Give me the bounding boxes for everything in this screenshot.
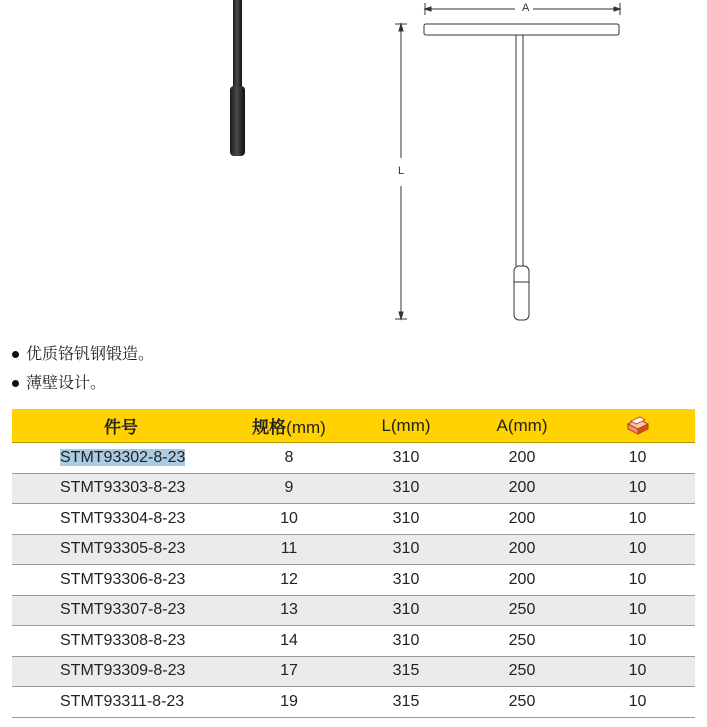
table-row [12,504,695,535]
cell-spec: 14 [230,626,348,657]
cell-width: 250 [464,687,580,718]
cell-width: 250 [464,656,580,687]
table-row [12,443,695,474]
feature-text: 薄壁设计。 [26,375,107,392]
cell-spec: 8 [230,443,348,474]
dimension-l-label: L [398,165,405,177]
cell-part-no: STMT93309-8-23 [12,656,230,687]
cell-qty: 10 [580,473,695,504]
cell-part-no: STMT93311-8-23 [12,687,230,718]
cell-width: 200 [464,473,580,504]
table-row [12,626,695,657]
cell-width: 200 [464,534,580,565]
cell-spec: 17 [230,656,348,687]
cell-part-no: STMT93303-8-23 [12,473,230,504]
cell-qty: 10 [580,656,695,687]
cell-part-no: STMT93304-8-23 [12,504,230,535]
feature-item [12,340,154,369]
cell-length: 310 [348,534,464,565]
cell-length: 310 [348,473,464,504]
dimension-a-label: A [522,2,530,14]
cell-length: 315 [348,687,464,718]
cell-length: 310 [348,443,464,474]
cell-qty: 10 [580,687,695,718]
cell-qty: 10 [580,565,695,596]
cell-width: 200 [464,443,580,474]
cell-qty: 10 [580,595,695,626]
cell-part-no: STMT93305-8-23 [12,534,230,565]
cell-width: 250 [464,626,580,657]
box-icon [626,416,650,436]
selected-text[interactable]: STMT93302-8-23 [60,448,186,466]
cell-length: 310 [348,626,464,657]
cell-length: 310 [348,565,464,596]
cell-spec: 13 [230,595,348,626]
cell-spec: 11 [230,534,348,565]
cell-spec: 12 [230,565,348,596]
cell-width: 200 [464,565,580,596]
bullet-icon [12,351,19,358]
cell-qty: 10 [580,443,695,474]
cell-part-no[interactable] [12,443,230,474]
cell-width: 250 [464,595,580,626]
header-box-qty [580,409,695,443]
table-header-row [12,409,695,443]
cell-length: 315 [348,656,464,687]
cell-length: 310 [348,595,464,626]
cell-length: 310 [348,504,464,535]
cell-part-no: STMT93307-8-23 [12,595,230,626]
cell-spec: 19 [230,687,348,718]
table-row [12,473,695,504]
product-photo [218,0,258,160]
cell-width: 200 [464,504,580,535]
dimension-drawing [390,0,640,325]
feature-list [12,340,154,398]
feature-text: 优质铬钒钢锻造。 [26,346,155,363]
header-part-no: 件号 [12,409,230,443]
spec-table [12,409,695,718]
table-row [12,656,695,687]
table-row [12,687,695,718]
cell-qty: 10 [580,534,695,565]
cell-spec: 9 [230,473,348,504]
cell-spec: 10 [230,504,348,535]
table-row [12,534,695,565]
cell-qty: 10 [580,504,695,535]
feature-item [12,369,154,398]
cell-part-no: STMT93306-8-23 [12,565,230,596]
header-spec: 规格(mm) [230,409,348,443]
table-row [12,565,695,596]
header-length: L(mm) [348,409,464,443]
cell-qty: 10 [580,626,695,657]
cell-part-no: STMT93308-8-23 [12,626,230,657]
table-row [12,595,695,626]
header-width: A(mm) [464,409,580,443]
bullet-icon [12,380,19,387]
